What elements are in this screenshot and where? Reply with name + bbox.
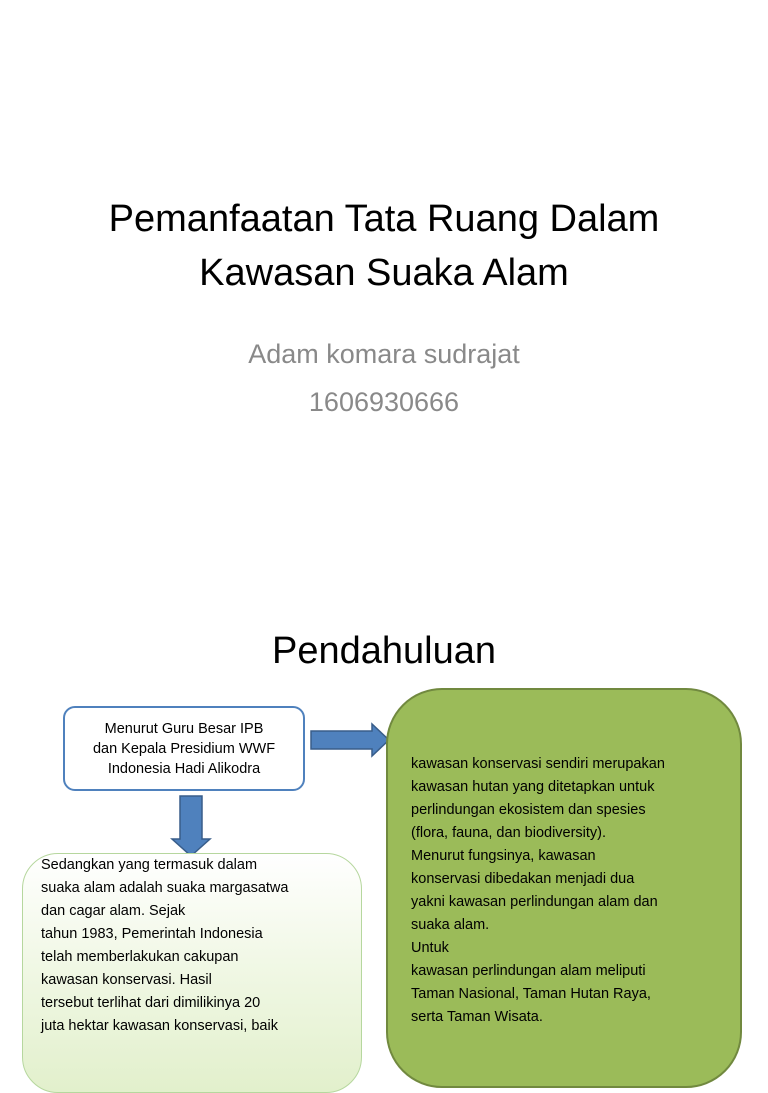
text-line: suaka alam. xyxy=(411,917,490,933)
text-line: konservasi dibedakan menjadi dua xyxy=(411,871,635,887)
text-line: yakni kawasan perlindungan alam dan xyxy=(411,894,658,910)
text-line: serta Taman Wisata. xyxy=(411,1009,543,1025)
slide-title-line-2: Kawasan Suaka Alam xyxy=(199,252,569,294)
text-line: Untuk xyxy=(411,940,449,956)
text-line: Sedangkan yang termasuk dalam xyxy=(41,857,258,873)
text-line: perlindungan ekosistem dan spesies xyxy=(411,802,646,818)
text-line: tersebut terlihat dari dimilikinya 20 xyxy=(41,995,261,1011)
text-line: kawasan hutan yang ditetapkan untuk xyxy=(411,779,655,795)
source-line-3: Indonesia Hadi Alikodra xyxy=(107,760,261,777)
author-name: Adam komara sudrajat xyxy=(248,339,520,369)
suaka-alam-box xyxy=(22,853,362,1093)
text-line: tahun 1983, Pemerintah Indonesia xyxy=(41,926,263,942)
student-id: 1606930666 xyxy=(308,387,460,417)
text-line: juta hektar kawasan konservasi, baik xyxy=(41,1018,278,1034)
slide-title-line-1: Pemanfaatan Tata Ruang Dalam xyxy=(108,198,660,240)
slide-subtitle xyxy=(40,330,728,426)
arrow-down-icon xyxy=(171,795,211,857)
section-title: Pendahuluan xyxy=(272,630,496,672)
text-line: suaka alam adalah suaka margasatwa xyxy=(41,880,289,896)
source-line-2: dan Kepala Presidium WWF xyxy=(92,740,276,757)
text-line: kawasan konservasi sendiri merupakan xyxy=(411,756,665,772)
source-box xyxy=(63,706,305,791)
text-line: telah memberlakukan cakupan xyxy=(41,949,239,965)
text-line: Menurut fungsinya, kawasan xyxy=(411,848,596,864)
text-line: kawasan konservasi. Hasil xyxy=(41,972,212,988)
text-line: kawasan perlindungan alam meliputi xyxy=(411,963,646,979)
conservation-definition-box xyxy=(386,688,742,1088)
text-line: dan cagar alam. Sejak xyxy=(41,903,186,919)
text-line: Taman Nasional, Taman Hutan Raya, xyxy=(411,986,651,1002)
text-line: (flora, fauna, dan biodiversity). xyxy=(411,825,607,841)
arrow-right-icon xyxy=(310,723,390,757)
content-slide xyxy=(0,576,768,1034)
source-line-1: Menurut Guru Besar IPB xyxy=(104,720,264,737)
slide-title xyxy=(40,192,728,300)
